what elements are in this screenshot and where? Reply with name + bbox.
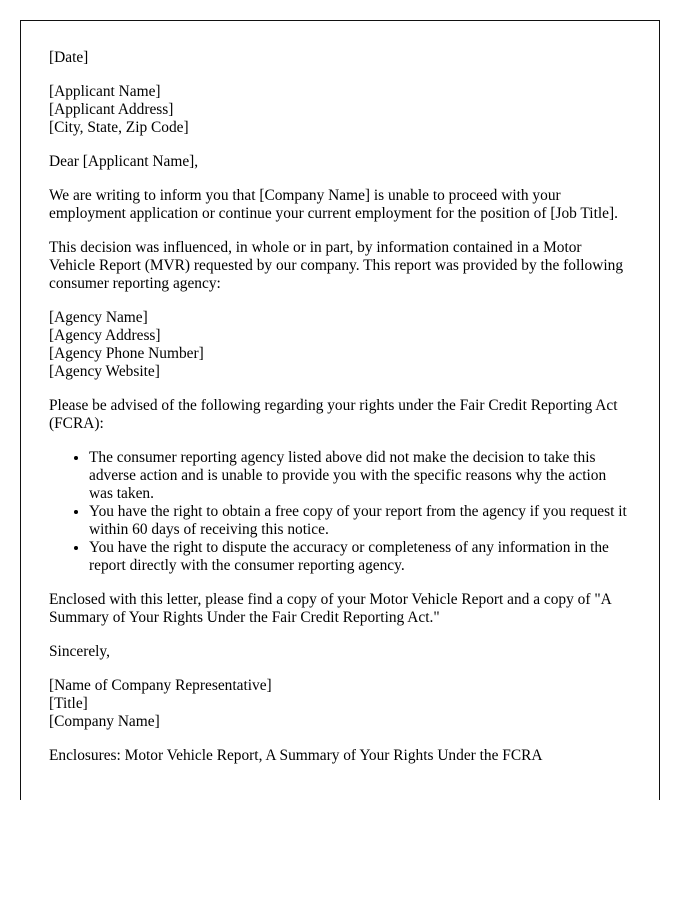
signature-company: [Company Name] bbox=[49, 713, 160, 730]
rights-intro: Please be advised of the following regarding your rights under the Fair Credit Reporting Act (FCRA): bbox=[49, 397, 618, 432]
paragraph-decision: We are writing to inform you that [Company Name] is unable to proceed with your employment application or continue your current employment for the position of [Job Title]. bbox=[49, 187, 618, 222]
agency-website: [Agency Website] bbox=[49, 363, 160, 380]
rights-list-item: • The consumer reporting agency listed above did not make the decision to take this adverse action and is unable to provide you with the specific reasons why the action was taken. bbox=[89, 449, 631, 503]
salutation: Dear [Applicant Name], bbox=[49, 153, 199, 170]
agency-phone: [Agency Phone Number] bbox=[49, 345, 204, 362]
agency-name: [Agency Name] bbox=[49, 309, 148, 326]
applicant-city-state-zip: [City, State, Zip Code] bbox=[49, 119, 189, 136]
agency-block bbox=[49, 309, 631, 381]
rights-list bbox=[49, 449, 631, 575]
closing: Sincerely, bbox=[49, 643, 110, 660]
rights-list-item: • You have the right to obtain a free copy of your report from the agency if you request it within 60 days of receiving this notice. bbox=[89, 503, 631, 539]
applicant-name: [Applicant Name] bbox=[49, 83, 161, 100]
paragraph-mvr: This decision was influenced, in whole or in part, by information contained in a Motor Vehicle Report (MVR) requested by our company. This report was provided by the following consumer reporting agency: bbox=[49, 239, 624, 292]
enclosures-line: Enclosures: Motor Vehicle Report, A Summary of Your Rights Under the FCRA bbox=[49, 747, 543, 764]
letter-page bbox=[20, 20, 660, 800]
signature-name: [Name of Company Representative] bbox=[49, 677, 272, 694]
signature-title: [Title] bbox=[49, 695, 88, 712]
rights-list-item: • You have the right to dispute the accuracy or completeness of any information in the report directly with the consumer reporting agency. bbox=[89, 539, 631, 575]
paragraph-enclosed: Enclosed with this letter, please find a copy of your Motor Vehicle Report and a copy of "A Summary of Your Rights Under the Fair Credit Reporting Act." bbox=[49, 591, 611, 626]
applicant-address-block bbox=[49, 83, 631, 137]
agency-address: [Agency Address] bbox=[49, 327, 161, 344]
applicant-address: [Applicant Address] bbox=[49, 101, 174, 118]
letter-date: [Date] bbox=[49, 49, 89, 66]
signature-block bbox=[49, 677, 631, 731]
